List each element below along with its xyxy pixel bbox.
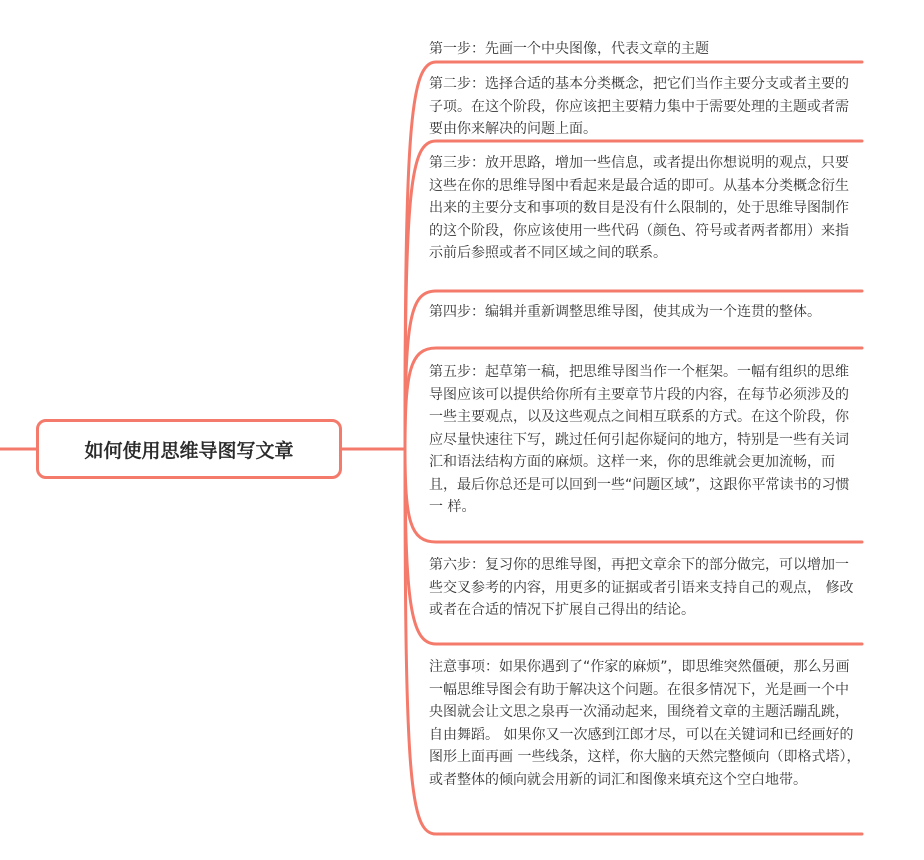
topic-step-4[interactable]: 第四步：编辑并重新调整思维导图，使其成为一个连贯的整体。 [429,304,821,320]
topic-step-5[interactable]: 第五步：起草第一稿，把思维导图当作一个框架。一幅有组织的思维导图应该可以提供给你所有主要章节片段的内容，在每节必须涉及的一些主要观点，以及这些观点之间相互联系的方式。在这个阶段，你应尽量快速往下写，跳过任何引起你疑问的地方，特别是一些有关词汇和语法结构方面的麻烦。这样一来，你的思维就会更加流畅，而且，最后你总还是可以回到一些“问题区域”，这跟你平常读书的习惯一 样。 [429,364,850,515]
topic-step-2[interactable]: 第二步：选择合适的基本分类概念，把它们当作主要分支或者主要的子项。在这个阶段，你应该把主要精力集中于需要处理的主题或者需要由你来解决的问题上面。 [429,76,849,137]
topic-step-6[interactable]: 第六步：复习你的思维导图，再把文章余下的部分做完，可以增加一些交叉参考的内容，用更多的证据或者引语来支持自己的观点， 修改或者在合适的情况下扩展自己得出的结论。 [429,557,854,618]
central-topic[interactable]: 如何使用思维导图写文章 [36,419,342,479]
topic-step-1[interactable]: 第一步：先画一个中央图像，代表文章的主题 [429,41,709,57]
topic-step-3[interactable]: 第三步：放开思路，增加一些信息，或者提出你想说明的观点，只要这些在你的思维导图中看起来是最合适的即可。从基本分类概念衍生出来的主要分支和事项的数目是没有什么限制的，处于思维导图制作的这个阶段，你应该使用一些代码（颜色、符号或者两者都用）来指示前后参照或者不同区域之间的联系。 [429,155,849,261]
topic-notes[interactable]: 注意事项：如果你遇到了“作家的麻烦”，即思维突然僵硬，那么另画一幅思维导图会有助于解决这个问题。在很多情况下，光是画一个中央图就会让文思之泉再一次涌动起来，围绕着文章的主题活蹦乱跳，自由舞蹈。 如果你又一次感到江郎才尽，可以在关键词和已经画好的图形上面再画 一些线条，这样，你大脑的天然完整倾向（即格式塔），或者整体的倾向就会用新的词汇和图像来填充这个空白地带。 [429,659,861,788]
